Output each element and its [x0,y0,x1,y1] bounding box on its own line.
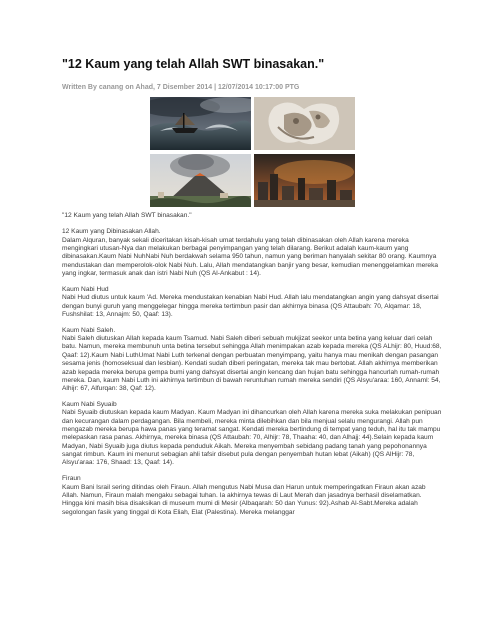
section-heading: Kaum Nabi Hud [62,285,109,293]
section-nabi-hud [62,286,442,319]
image-collage [150,97,358,209]
volcano-image [150,154,251,207]
section-heading: Kaum Nabi Syuaib [62,401,117,409]
section-nabi-saleh [62,327,442,394]
section-text: Dalam Alquran, banyak sekali diceritakan kisah-kisah umat terdahulu yang telah dibinasakan oleh Allah karena mereka mengingkari utusan-Nya dan melakukan berbagai penyimpangan yang telah dilarang. Berikut adalah kaum-kaum yang dibinasakan.Kaum Nabi NuhNabi Nuh berdakwah selama 950 tahun, namun yang beriman hanyalah sekitar 80 orang. Kaumnya mendustakan dan memperolok-olok Nabi Nuh. Lalu, Allah mendatangkan banjir yang besar, kemudian menenggelamkan mereka yang ingkar, termasuk anak dan istri Nabi Nuh (QS Al-Ankabut : 14). [62,236,439,278]
section-nabi-nuh [62,228,442,278]
section-heading: 12 Kaum yang Dibinasakan Allah. [62,228,161,236]
section-text: Nabi Hud diutus untuk kaum 'Ad. Mereka mendustakan kenabian Nabi Hud. Allah lalu mendatangkan angin yang dahsyat disertai dengan bunyi guruh yang menggelegar hingga mereka tertimbun pasir dan akhirnya binasa (QS Attaubah: 70, Alqamar: 18, Fushshilat: 13, Annajm: 50, Qaaf: 13). [62,294,439,318]
article-title: "12 Kaum yang telah Allah SWT binasakan." [62,57,325,71]
section-firaun [62,475,442,517]
ruined-city-image [254,154,355,207]
statue-image [254,97,355,150]
article-lead: "12 Kaum yang telah Allah SWT binasakan." [62,212,192,219]
section-heading: Firaun [62,475,81,483]
article-byline: Written By canang on Ahad, 7 Disember 2014 | 12/07/2014 10:17:00 PTG [62,84,300,91]
section-heading: Kaum Nabi Saleh. [62,326,116,334]
section-nabi-syuaib [62,401,442,468]
section-text: Kaum Bani Israil sering ditindas oleh Firaun. Allah mengutus Nabi Musa dan Harun untuk memperingatkan Firaun akan azab Allah. Namun, Firaun malah mengaku sebagai tuhan. Ia akhirnya tewas di Laut Merah dan jasadnya berhasil diselamatkan. Hingga kini masih bisa disaksikan di museum mumi di Mesir (Albaqarah: 50 dan Yunus: 92).Ashab Al-Sabt.Mereka adalah segolongan fasik yang tinggal di Kota Eliah, Elat (Palestina). Mereka melanggar [62,483,426,516]
stormy-sea-ship-image [150,97,251,150]
section-text: Nabi Syuaib diutuskan kepada kaum Madyan. Kaum Madyan ini dihancurkan oleh Allah karena mereka suka melakukan penipuan dan kecurangan dalam perdagangan. Bila membeli, mereka minta dilebihkan dan bila menjual selalu mengurangi. Allah pun mengazab mereka berupa hawa panas yang teramat sangat. Kendati mereka bertindung di tempat yang teduh, hal itu tak mampu melepaskan rasa panas. Akhirnya, mereka binasa (QS Attaubah: 70, Alhijr: 78, Thaaha: 40, dan Alhajj: 44).Selain kepada kaum Madyan, Nabi Syuaib juga diutus kepada penduduk Aikah. Mereka menyembah sebidang padang tanah yang pepohonannya sangat rimbun. Kaum ini menurut sebagian ahli tafsir disebut pula dengan penyembah hutan lebat (Aikah) (QS AlHijr: 78, Alsyu'araa: 176, Shaad: 13, Qaaf: 14). [62,409,442,467]
section-text: Nabi Saleh diutuskan Allah kepada kaum Tsamud. Nabi Saleh diberi sebuah mukjizat seekor unta betina yang keluar dari celah batu. Namun, mereka membunuh unta betina tersebut sehingga Allah menimpakan azab kepada mereka (QS ALhijr: 80, Huud:68, Qaaf: 12).Kaum Nabi LuthUmat Nabi Luth terkenal dengan perbuatan menyimpang, yaitu hanya mau menikah dengan pasangan sesama jenis (homoseksual dan lesbian). Kendati sudah diberi peringatan, mereka tak mau bertobat. Allah akhirnya memberikan azab kepada mereka berupa gempa bumi yang dahsyat disertai angin kencang dan hujan batu sehingga hancurlah rumah-rumah mereka. Dan, kaum Nabi Luth ini akhirnya tertimbun di bawah reruntuhan rumah mereka sendiri (QS Alsyu'araa: 160, Annaml: 54, Alhijr: 67, Alfurqan: 38, Qaf: 12). [62,335,442,393]
article-body [62,212,442,525]
